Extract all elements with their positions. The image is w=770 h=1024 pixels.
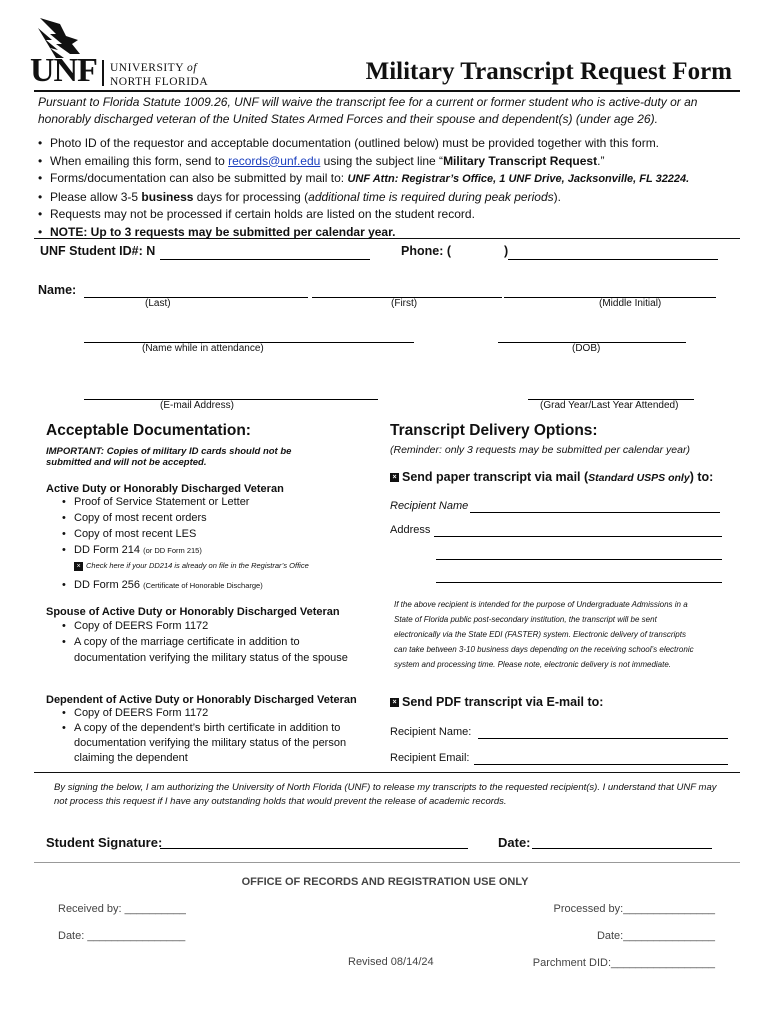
processed-by: Processed by:_______________ xyxy=(553,903,715,915)
signature-date-label: Date: xyxy=(498,835,531,850)
grad-year-caption: (Grad Year/Last Year Attended) xyxy=(540,400,679,411)
intro-paragraph: Pursuant to Florida Statute 1009.26, UNF will waive the transcript fee for a current or former student who is active-duty or an honorably discharged veteran of the United States Armed Forces and their spouse and dependent(s) (under age 26). xyxy=(38,95,698,126)
checkbox-icon[interactable]: × xyxy=(390,473,399,482)
pdf-recipient-name-field[interactable] xyxy=(478,738,728,739)
recipient-name-label: Recipient Name xyxy=(390,500,469,512)
university-of: of xyxy=(186,62,197,74)
last-name-field[interactable] xyxy=(84,297,308,298)
requirement-mail: • Forms/documentation can also be submitted by mail to: UNF Attn: Registrar’s Office, 1 UNF Drive, Jacksonville, FL 32224. xyxy=(34,170,744,189)
office-date-right: Date:_______________ xyxy=(596,930,715,942)
delivery-title: Transcript Delivery Options: xyxy=(390,422,598,439)
signature-date-field[interactable] xyxy=(532,848,712,849)
recipient-name-field[interactable] xyxy=(470,512,720,513)
dependent-docs-list xyxy=(58,706,348,766)
received-by: Received by: __________ xyxy=(58,903,186,915)
dd214-on-file-row[interactable]: × Check here if your DD214 is already on file in the Registrar’s Office xyxy=(74,561,309,571)
parchment-did: Parchment DID:_________________ xyxy=(532,957,715,969)
dependent-doc-item: • Copy of DEERS Form 1172 xyxy=(58,706,348,721)
spouse-doc-item: • Copy of DEERS Form 1172 xyxy=(58,618,348,634)
veteran-doc-item: • Copy of most recent LES xyxy=(58,526,358,542)
unf-logo xyxy=(30,14,210,88)
authorization-text: By signing the below, I am authorizing the University of North Florida (UNF) to release my transcripts to the requested recipient(s). I understand that UNF may not process this request if I have any outstanding holds that would prevent the release of academic records. xyxy=(54,782,717,807)
veteran-heading: Active Duty or Honorably Discharged Veteran xyxy=(46,483,284,495)
first-caption: (First) xyxy=(391,298,418,309)
student-signature-label: Student Signature: xyxy=(46,835,163,850)
revised-date: Revised 08/14/24 xyxy=(348,956,434,968)
address-field-1[interactable] xyxy=(434,536,722,537)
name-attendance-caption: (Name while in attendance) xyxy=(142,343,264,354)
records-email-link[interactable]: records@unf.edu xyxy=(228,153,321,168)
university-name-line2: NORTH FLORIDA xyxy=(110,76,209,88)
requirement-email: • When emailing this form, send to records@unf.edu using the subject line “Military Transcript Request.” xyxy=(34,153,744,171)
delivery-reminder: (Reminder: only 3 requests may be submitted per calendar year) xyxy=(390,444,690,456)
phone-label: Phone: ( xyxy=(401,244,451,258)
dependent-heading: Dependent of Active Duty or Honorably Discharged Veteran xyxy=(46,694,357,706)
student-signature-field[interactable] xyxy=(160,848,468,849)
student-id-field[interactable] xyxy=(160,259,370,260)
veteran-doc-dd256: • DD Form 256 (Certificate of Honorable Discharge) xyxy=(58,577,358,594)
pdf-recipient-email-label: Recipient Email: xyxy=(390,752,470,764)
address-label: Address xyxy=(390,524,431,536)
spouse-heading: Spouse of Active Duty or Honorably Discharged Veteran xyxy=(46,606,340,618)
veteran-docs-list xyxy=(58,494,358,559)
middle-initial-caption: (Middle Initial) xyxy=(599,298,662,309)
mail-option[interactable]: × Send paper transcript via mail (Standard USPS only) to: xyxy=(390,470,713,484)
checkbox-icon[interactable]: × xyxy=(74,562,83,571)
logo-letters: UNF xyxy=(30,52,97,89)
veteran-doc-dd214: • DD Form 214 (or DD Form 215) xyxy=(58,542,358,559)
veteran-docs-list-2 xyxy=(58,577,358,594)
address-field-2[interactable] xyxy=(436,559,722,560)
pdf-recipient-email-field[interactable] xyxy=(474,764,728,765)
veteran-doc-item: • Copy of most recent orders xyxy=(58,510,358,526)
pdf-recipient-name-label: Recipient Name: xyxy=(390,726,472,738)
page-title: Military Transcript Request Form xyxy=(365,58,732,85)
documentation-important: IMPORTANT: Copies of military ID cards should not be submitted and will not be accepted. xyxy=(46,446,292,468)
spouse-doc-item: • A copy of the marriage certificate in addition to documentation verifying the military status of the spouse xyxy=(58,634,348,666)
requirements-list xyxy=(34,135,744,241)
edi-note: If the above recipient is intended for the purpose of Undergraduate Admissions in a State of Florida public post-secondary institution, the transcript will be sent electronically via the State EDI (FASTER) system. Electronic delivery of transcripts can take between 3-10 business days depending on the receiving school’s electronic system and processing time. Please note, electronic delivery is not immediate. xyxy=(394,600,694,669)
office-use-title: OFFICE OF RECORDS AND REGISTRATION USE ONLY xyxy=(241,876,529,888)
office-date-left: Date: ________________ xyxy=(58,930,186,942)
dob-caption: (DOB) xyxy=(572,343,601,354)
address-field-3[interactable] xyxy=(436,582,722,583)
student-id-label: UNF Student ID#: N xyxy=(40,244,156,258)
requirement-holds: • Requests may not be processed if certain holds are listed on the student record. xyxy=(34,206,744,224)
documentation-title: Acceptable Documentation: xyxy=(46,422,251,439)
spouse-docs-list xyxy=(58,618,348,666)
requirement-note: • NOTE: Up to 3 requests may be submitted per calendar year. xyxy=(34,224,744,242)
email-caption: (E-mail Address) xyxy=(160,400,234,411)
last-caption: (Last) xyxy=(145,298,171,309)
dependent-doc-item: • A copy of the dependent’s birth certificate in addition to documentation verifying the military status of the person claiming the dependent xyxy=(58,721,348,766)
requirement-photo-id: • Photo ID of the requestor and acceptable documentation (outlined below) must be provided together with this form. xyxy=(34,135,744,153)
pdf-option[interactable]: × Send PDF transcript via E-mail to: xyxy=(390,695,603,709)
name-label: Name: xyxy=(38,283,77,297)
university-name-line1: UNIVERSITY xyxy=(110,62,184,74)
phone-close-paren: ) xyxy=(504,244,509,258)
checkbox-icon[interactable]: × xyxy=(390,698,399,707)
phone-field[interactable] xyxy=(508,259,718,260)
veteran-doc-item: • Proof of Service Statement or Letter xyxy=(58,494,358,510)
requirement-processing-time: • Please allow 3-5 business days for processing (additional time is required during peak periods). xyxy=(34,189,744,207)
